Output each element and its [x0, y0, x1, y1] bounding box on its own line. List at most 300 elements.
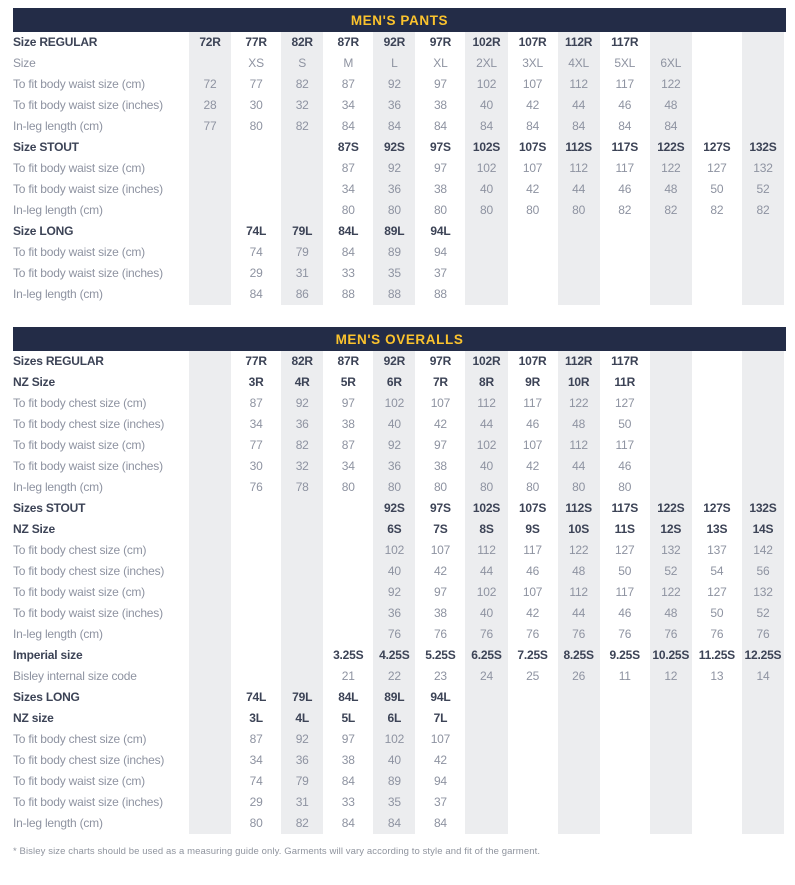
cell: 132 — [648, 540, 694, 561]
cell: 44 — [556, 179, 602, 200]
cell — [510, 771, 556, 792]
cell — [740, 95, 786, 116]
cell — [187, 729, 233, 750]
cell — [556, 242, 602, 263]
cell: 107 — [430, 543, 451, 557]
cell — [648, 750, 694, 771]
cell — [510, 708, 556, 729]
cell: 32 — [279, 456, 325, 477]
cell: 42 — [526, 98, 540, 112]
cell — [187, 540, 233, 561]
cell: 82 — [618, 203, 632, 217]
cell: 87 — [341, 438, 355, 452]
cell: 84 — [618, 119, 632, 133]
cell — [556, 708, 602, 729]
cell: 79 — [279, 242, 325, 263]
cell: 79L — [279, 687, 325, 708]
table-grid — [13, 351, 786, 834]
cell: 97R — [429, 354, 452, 368]
cell: 94 — [433, 774, 447, 788]
cell: 97 — [433, 585, 447, 599]
cell: 102 — [463, 582, 509, 603]
table-title: MEN'S OVERALLS — [335, 331, 464, 347]
cell: 84 — [556, 116, 602, 137]
cell: 112 — [463, 540, 509, 561]
cell: 10.25S — [648, 645, 694, 666]
cell: 82R — [279, 351, 325, 372]
table-row — [13, 158, 786, 179]
cell: 52 — [648, 561, 694, 582]
cell — [648, 792, 694, 813]
cell: 84 — [648, 116, 694, 137]
cell: 89L — [371, 221, 417, 242]
cell — [694, 729, 740, 750]
cell — [187, 242, 233, 263]
cell — [740, 32, 786, 53]
cell — [510, 284, 556, 305]
table-row — [13, 771, 786, 792]
cell — [556, 771, 602, 792]
cell — [463, 284, 509, 305]
cell — [740, 687, 786, 708]
cell: 117 — [523, 396, 542, 410]
cell: 107S — [518, 140, 547, 154]
cell: 50 — [710, 606, 724, 620]
cell: 36 — [371, 179, 417, 200]
cell: 6.25S — [463, 645, 509, 666]
row-label: Size REGULAR — [13, 35, 98, 49]
cell: 142 — [740, 540, 786, 561]
cell: 82 — [279, 813, 325, 834]
cell: 10S — [556, 519, 602, 540]
cell: 117 — [615, 585, 634, 599]
table-row — [13, 53, 786, 74]
cell: 97 — [433, 161, 447, 175]
cell: 112R — [556, 32, 602, 53]
cell: 87 — [249, 396, 263, 410]
cell — [694, 74, 740, 95]
cell — [556, 221, 602, 242]
cell: 82R — [279, 32, 325, 53]
cell — [463, 263, 509, 284]
cell — [694, 242, 740, 263]
cell: 82 — [279, 74, 325, 95]
cell: 80 — [526, 203, 540, 217]
footnote: * Bisley size charts should be used as a measuring guide only. Garments will vary according to style and fit of the garment. — [13, 846, 541, 857]
cell — [602, 687, 648, 708]
cell: 48 — [556, 561, 602, 582]
cell: 94L — [430, 224, 451, 238]
cell: 30 — [249, 98, 263, 112]
cell: 80 — [433, 203, 447, 217]
table-row — [13, 393, 786, 414]
cell: 4L — [279, 708, 325, 729]
cell: 48 — [556, 414, 602, 435]
cell: 117 — [523, 543, 542, 557]
cell — [187, 645, 233, 666]
cell — [187, 179, 233, 200]
cell: 24 — [463, 666, 509, 687]
row-label: To fit body waist size (cm) — [13, 161, 145, 175]
cell: 50 — [618, 417, 632, 431]
cell: 42 — [526, 459, 540, 473]
cell: 132S — [740, 498, 786, 519]
cell: 37 — [433, 795, 447, 809]
cell: 40 — [371, 414, 417, 435]
cell: 76 — [618, 627, 632, 641]
cell: 46 — [526, 417, 540, 431]
cell: 8.25S — [556, 645, 602, 666]
cell: 76 — [463, 624, 509, 645]
cell: 6L — [371, 708, 417, 729]
cell — [740, 708, 786, 729]
cell: 46 — [618, 606, 632, 620]
cell: 77 — [249, 77, 263, 91]
cell: 74L — [246, 690, 267, 704]
cell — [648, 687, 694, 708]
table-row — [13, 624, 786, 645]
cell — [648, 351, 694, 372]
row-label: In-leg length (cm) — [13, 627, 103, 641]
row-label: NZ Size — [13, 375, 55, 389]
table-row — [13, 729, 786, 750]
cell — [187, 263, 233, 284]
cell — [510, 813, 556, 834]
cell: XL — [433, 56, 448, 70]
cell: 38 — [433, 459, 447, 473]
cell: 74L — [246, 224, 267, 238]
cell: 7L — [433, 711, 448, 725]
cell: 74 — [249, 774, 263, 788]
cell: 112 — [556, 435, 602, 456]
cell: 97 — [433, 438, 447, 452]
cell: 92S — [371, 498, 417, 519]
cell: 87 — [249, 732, 263, 746]
cell: 107 — [522, 77, 543, 91]
table-row — [13, 792, 786, 813]
cell: 30 — [249, 459, 263, 473]
cell — [740, 477, 786, 498]
cell — [279, 624, 325, 645]
cell — [648, 263, 694, 284]
cell: 38 — [433, 182, 447, 196]
cell — [740, 372, 786, 393]
table-row — [13, 498, 786, 519]
cell: 13S — [706, 522, 728, 536]
row-label: Imperial size — [13, 648, 83, 662]
row-label: To fit body waist size (inches) — [13, 459, 163, 473]
cell: 38 — [433, 98, 447, 112]
cell: 3.25S — [333, 648, 364, 662]
table-row — [13, 687, 786, 708]
row-label: Size — [13, 56, 36, 70]
cell — [648, 708, 694, 729]
cell: 132 — [740, 582, 786, 603]
cell — [510, 221, 556, 242]
cell: 127 — [707, 161, 727, 175]
cell: 52 — [740, 179, 786, 200]
cell — [556, 263, 602, 284]
cell: XS — [248, 56, 264, 70]
row-label: Sizes STOUT — [13, 501, 86, 515]
cell — [556, 750, 602, 771]
cell — [740, 456, 786, 477]
cell: 76 — [371, 624, 417, 645]
cell: 107S — [518, 501, 547, 515]
cell: 132S — [740, 137, 786, 158]
row-label: In-leg length (cm) — [13, 480, 103, 494]
cell: 36 — [279, 414, 325, 435]
cell: 4R — [279, 372, 325, 393]
cell — [510, 792, 556, 813]
cell: 76 — [526, 627, 540, 641]
table-row — [13, 179, 786, 200]
cell: 34 — [249, 417, 263, 431]
cell — [740, 242, 786, 263]
cell: 74 — [249, 245, 263, 259]
cell: 7R — [432, 375, 448, 389]
cell: 38 — [433, 606, 447, 620]
cell — [187, 708, 233, 729]
cell: 122S — [648, 498, 694, 519]
cell — [325, 624, 371, 645]
cell: 31 — [279, 263, 325, 284]
cell: S — [279, 53, 325, 74]
cell: 97S — [430, 501, 451, 515]
cell: 40 — [463, 603, 509, 624]
cell: 87S — [337, 140, 359, 154]
cell: 112R — [556, 351, 602, 372]
cell — [648, 221, 694, 242]
table-row — [13, 603, 786, 624]
cell — [187, 561, 233, 582]
cell — [602, 708, 648, 729]
cell: 34 — [341, 98, 355, 112]
row-label: Size STOUT — [13, 140, 79, 154]
cell — [463, 771, 509, 792]
cell: 122 — [648, 158, 694, 179]
cell — [187, 498, 233, 519]
cell: 38 — [341, 753, 355, 767]
cell: 7.25S — [517, 648, 548, 662]
cell — [694, 263, 740, 284]
cell: 132 — [740, 158, 786, 179]
cell — [556, 792, 602, 813]
cell — [279, 200, 325, 221]
cell: 46 — [526, 564, 540, 578]
table-row — [13, 540, 786, 561]
cell: 80 — [371, 200, 417, 221]
cell: 92R — [371, 351, 417, 372]
row-label: In-leg length (cm) — [13, 287, 103, 301]
cell — [279, 666, 325, 687]
cell — [648, 393, 694, 414]
cell — [187, 351, 233, 372]
cell: 36 — [279, 750, 325, 771]
cell — [602, 813, 648, 834]
cell: 80 — [463, 200, 509, 221]
cell: 34 — [249, 753, 263, 767]
cell — [740, 771, 786, 792]
cell — [694, 95, 740, 116]
cell: 36 — [371, 456, 417, 477]
cell: 42 — [526, 182, 540, 196]
cell: 21 — [341, 669, 355, 683]
cell: 40 — [463, 95, 509, 116]
cell — [648, 477, 694, 498]
cell — [694, 708, 740, 729]
cell: M — [343, 56, 354, 70]
cell: 80 — [433, 480, 447, 494]
row-label: NZ Size — [13, 522, 55, 536]
cell: 77 — [249, 438, 263, 452]
cell: 40 — [371, 561, 417, 582]
cell — [325, 603, 371, 624]
cell: 127 — [615, 543, 635, 557]
cell: 36 — [371, 603, 417, 624]
cell — [187, 687, 233, 708]
cell — [279, 498, 325, 519]
cell: 5.25S — [425, 648, 456, 662]
cell: 87R — [337, 354, 359, 368]
cell: 79L — [279, 221, 325, 242]
cell: 12.25S — [740, 645, 786, 666]
cell: 80 — [618, 480, 632, 494]
row-label: In-leg length (cm) — [13, 119, 103, 133]
cell: 4XL — [556, 53, 602, 74]
cell — [463, 750, 509, 771]
cell — [694, 116, 740, 137]
cell: 84 — [463, 116, 509, 137]
table-row — [13, 200, 786, 221]
cell — [694, 477, 740, 498]
cell: 122 — [648, 74, 694, 95]
cell: 92S — [371, 137, 417, 158]
cell: 84 — [433, 119, 447, 133]
row-label: To fit body chest size (inches) — [13, 564, 165, 578]
cell: 127S — [703, 140, 731, 154]
table-row — [13, 221, 786, 242]
cell: 117R — [611, 35, 639, 49]
row-label: Size LONG — [13, 224, 74, 238]
table-row — [13, 456, 786, 477]
cell: 102 — [463, 74, 509, 95]
cell — [740, 414, 786, 435]
cell — [463, 729, 509, 750]
cell: 42 — [433, 564, 447, 578]
cell: 42 — [433, 753, 447, 767]
cell: 107 — [522, 438, 543, 452]
row-label: To fit body waist size (inches) — [13, 98, 163, 112]
row-label: In-leg length (cm) — [13, 816, 103, 830]
cell — [694, 435, 740, 456]
cell: 86 — [279, 284, 325, 305]
table-row — [13, 708, 786, 729]
cell: 102R — [463, 351, 509, 372]
table-row — [13, 645, 786, 666]
cell: 84 — [433, 816, 447, 830]
cell: 137 — [707, 543, 727, 557]
cell — [187, 53, 233, 74]
cell: 40 — [463, 179, 509, 200]
row-label: To fit body waist size (inches) — [13, 266, 163, 280]
cell: 112 — [556, 158, 602, 179]
cell: 107 — [430, 396, 451, 410]
row-label: Sizes LONG — [13, 690, 80, 704]
cell — [463, 242, 509, 263]
cell — [187, 792, 233, 813]
cell: 76 — [648, 624, 694, 645]
row-label: To fit body waist size (inches) — [13, 606, 163, 620]
cell: 80 — [556, 477, 602, 498]
cell: 28 — [187, 95, 233, 116]
cell — [187, 813, 233, 834]
cell: 102 — [371, 393, 417, 414]
cell — [187, 477, 233, 498]
row-label: To fit body chest size (cm) — [13, 732, 147, 746]
row-label: To fit body waist size (inches) — [13, 182, 163, 196]
cell: 84 — [249, 287, 263, 301]
cell: 33 — [341, 266, 355, 280]
cell — [187, 519, 233, 540]
cell — [602, 284, 648, 305]
cell — [694, 32, 740, 53]
cell: 122 — [556, 393, 602, 414]
cell — [510, 750, 556, 771]
cell — [694, 771, 740, 792]
cell — [233, 624, 279, 645]
cell: 82 — [279, 435, 325, 456]
table-row — [13, 74, 786, 95]
cell — [556, 813, 602, 834]
cell: 44 — [556, 456, 602, 477]
cell: 50 — [710, 182, 724, 196]
cell — [187, 666, 233, 687]
cell — [694, 351, 740, 372]
cell — [279, 137, 325, 158]
cell — [187, 624, 233, 645]
cell: 40 — [371, 750, 417, 771]
cell: 94L — [430, 690, 451, 704]
cell: 80 — [556, 200, 602, 221]
cell: 102 — [463, 435, 509, 456]
cell: 5XL — [614, 56, 636, 70]
cell: 11 — [618, 669, 631, 683]
cell: 107 — [522, 161, 543, 175]
cell: 77R — [245, 354, 267, 368]
cell: 4.25S — [371, 645, 417, 666]
cell — [602, 771, 648, 792]
cell: 78 — [279, 477, 325, 498]
cell: 42 — [526, 606, 540, 620]
cell: 112 — [556, 74, 602, 95]
cell: 36 — [371, 95, 417, 116]
cell: 46 — [618, 459, 632, 473]
cell: 3L — [249, 711, 263, 725]
cell — [694, 284, 740, 305]
cell: 3XL — [522, 56, 543, 70]
cell: 82 — [279, 116, 325, 137]
cell: 117 — [615, 161, 634, 175]
cell — [187, 435, 233, 456]
cell — [602, 729, 648, 750]
cell: 87 — [341, 77, 355, 91]
cell: 52 — [740, 603, 786, 624]
cell — [233, 200, 279, 221]
table-title: MEN'S PANTS — [350, 12, 449, 28]
cell: 107 — [522, 585, 543, 599]
cell: 13 — [710, 669, 724, 683]
